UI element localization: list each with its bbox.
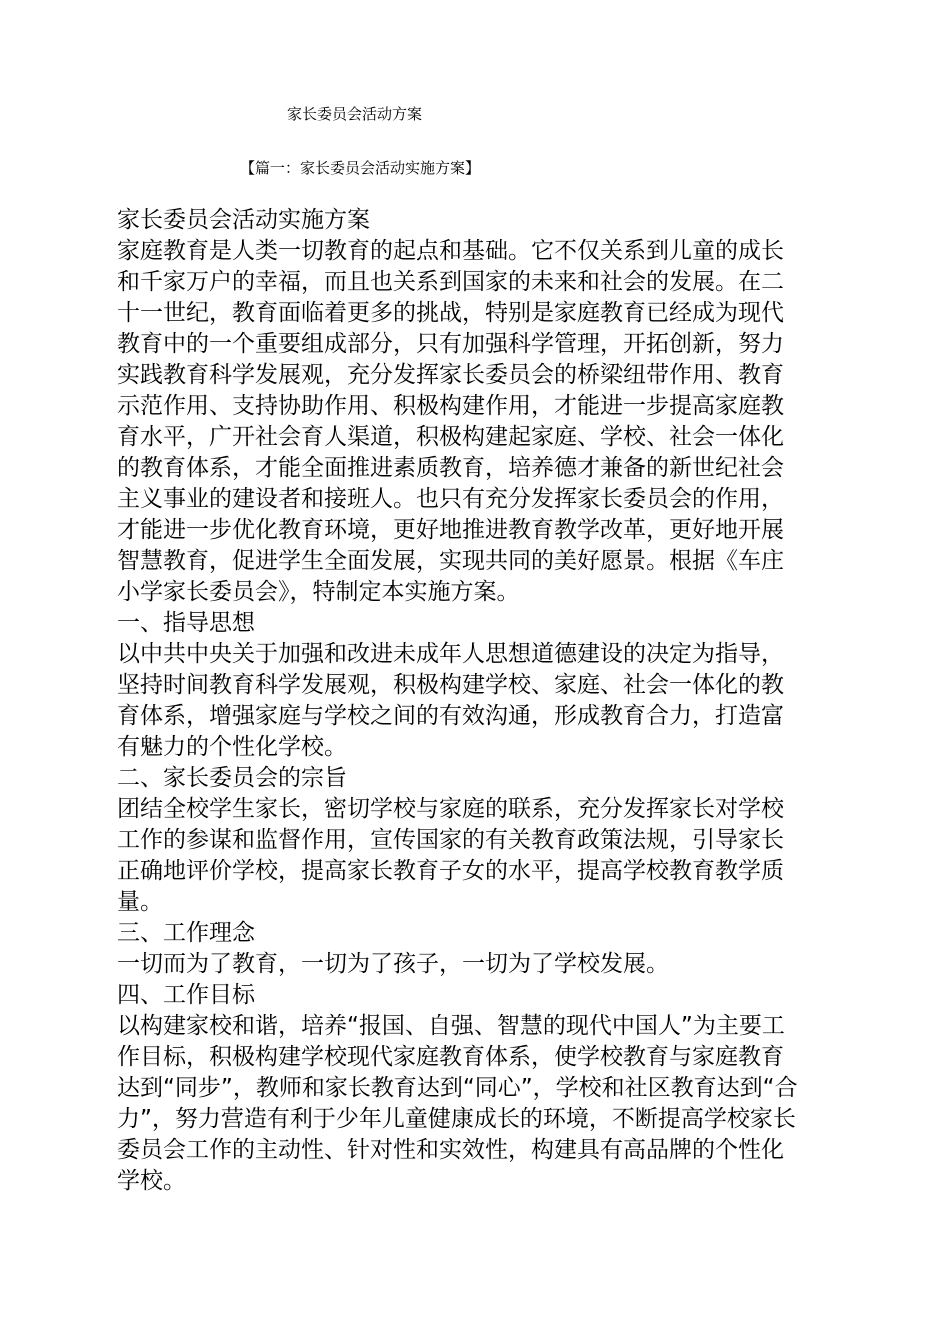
text-line: 教育中的一个重要组成部分，只有加强科学管理，开拓创新，努力 xyxy=(117,331,784,357)
section-heading-main: 家长委员会活动实施方案 xyxy=(117,207,370,233)
text-line: 才能进一步优化教育环境，更好地推进教育教学改革，更好地开展 xyxy=(117,517,784,543)
section-heading-4: 四、工作目标 xyxy=(117,982,255,1008)
text-line: 学校。 xyxy=(117,1168,186,1194)
text-line: 作目标，积极构建学校现代家庭教育体系，使学校教育与家庭教育 xyxy=(117,1044,784,1070)
text-line: 正确地评价学校，提高家长教育子女的水平，提高学校教育教学质 xyxy=(117,858,784,884)
text-line: 和千家万户的幸福，而且也关系到国家的未来和社会的发展。在二 xyxy=(117,269,784,295)
text-line: 的教育体系，才能全面推进素质教育，培养德才兼备的新世纪社会 xyxy=(117,455,784,481)
text-line: 团结全校学生家长，密切学校与家庭的联系，充分发挥家长对学校 xyxy=(117,796,784,822)
document-subtitle: 【篇一：家长委员会活动实施方案】 xyxy=(240,159,481,177)
text-line: 主义事业的建设者和接班人。也只有充分发挥家长委员会的作用， xyxy=(117,486,784,512)
text-line: 有魅力的个性化学校。 xyxy=(117,734,347,760)
text-line: 委员会工作的主动性、针对性和实效性，构建具有高品牌的个性化 xyxy=(117,1137,784,1163)
text-line: 育体系，增强家庭与学校之间的有效沟通，形成教育合力，打造富 xyxy=(117,703,784,729)
text-line: 达到“同步”，教师和家长教育达到“同心”，学校和社区教育达到“合 xyxy=(117,1075,798,1101)
text-line: 量。 xyxy=(117,889,163,915)
document-title: 家长委员会活动方案 xyxy=(287,105,423,123)
document-body xyxy=(117,205,817,1197)
text-line: 力”，努力营造有利于少年儿童健康成长的环境，不断提高学校家长 xyxy=(117,1106,796,1132)
text-line: 实践教育科学发展观，充分发挥家长委员会的桥梁纽带作用、教育 xyxy=(117,362,784,388)
text-line: 家庭教育是人类一切教育的起点和基础。它不仅关系到儿童的成长 xyxy=(117,238,784,264)
text-line: 小学家长委员会》，特制定本实施方案。 xyxy=(117,579,520,605)
text-line: 工作的参谋和监督作用，宣传国家的有关教育政策法规，引导家长 xyxy=(117,827,784,853)
text-line: 示范作用、支持协助作用、积极构建作用，才能进一步提高家庭教 xyxy=(117,393,784,419)
section-heading-3: 三、工作理念 xyxy=(117,920,255,946)
text-line: 一切而为了教育，一切为了孩子，一切为了学校发展。 xyxy=(117,951,669,977)
section-heading-1: 一、指导思想 xyxy=(117,610,255,636)
text-line: 以构建家校和谐，培养“报国、自强、智慧的现代中国人”为主要工 xyxy=(117,1013,785,1039)
section-heading-2: 二、家长委员会的宗旨 xyxy=(117,765,347,791)
text-line: 十一世纪，教育面临着更多的挑战，特别是家庭教育已经成为现代 xyxy=(117,300,784,326)
text-line: 智慧教育，促进学生全面发展，实现共同的美好愿景。根据《车庄 xyxy=(117,548,784,574)
text-line: 坚持时间教育科学发展观，积极构建学校、家庭、社会一体化的教 xyxy=(117,672,784,698)
text-line: 以中共中央关于加强和改进未成年人思想道德建设的决定为指导， xyxy=(117,641,784,667)
text-line: 育水平，广开社会育人渠道，积极构建起家庭、学校、社会一体化 xyxy=(117,424,784,450)
